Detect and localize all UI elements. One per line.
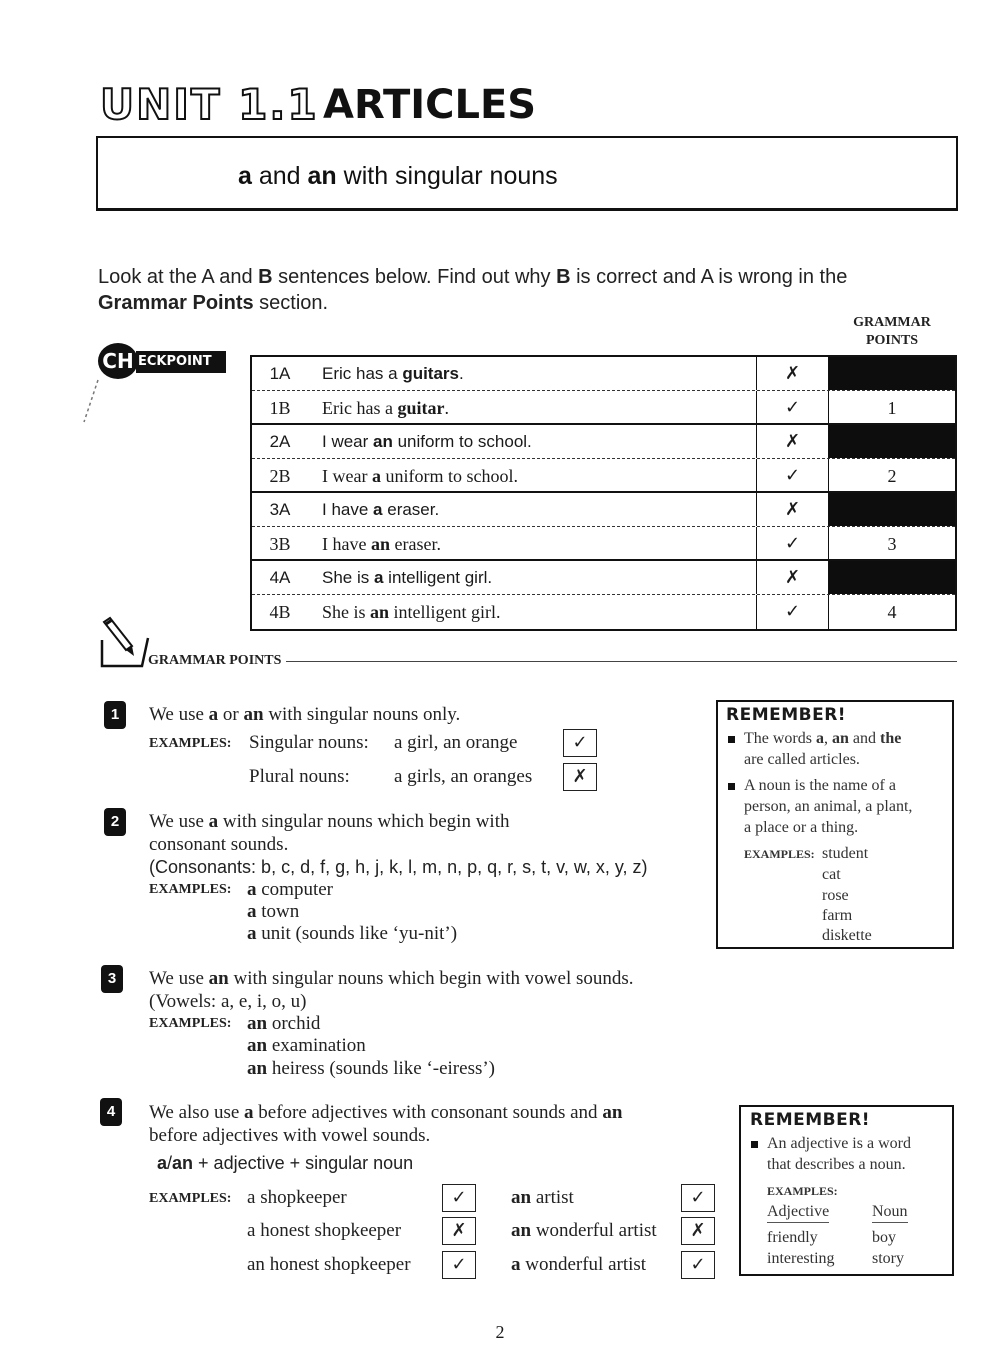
check-mark-icon: ✓ [756,459,828,491]
intro-bold-b: B [556,266,571,288]
example-item [247,922,457,945]
cross-mark-icon: ✗ [756,425,828,458]
sentence-bold: guitar [397,398,445,418]
example-noun: farm [822,907,853,924]
adjective-column-header: Adjective [767,1201,829,1223]
text-part: shopkeeper [255,1187,347,1208]
examples-label: EXAMPLES: [149,1191,232,1206]
intro-grammar-points: Grammar Points [98,292,254,314]
article: a [247,1187,256,1208]
row-code: 4B [269,602,291,622]
example-item [511,1253,646,1276]
examples-label: EXAMPLES: [149,1016,232,1031]
cross-mark-icon: ✗ [442,1217,476,1245]
table-row [252,561,955,595]
text-part: with singular nouns which begin with [218,811,510,832]
bold-a: a [247,879,257,900]
point-2-line1 [149,810,509,833]
table-row [252,527,955,561]
sentence-part: uniform to school. [392,432,532,451]
example-item [511,1219,657,1242]
text-part: before adjectives with consonant sounds and [253,1102,603,1123]
text-part: artist [531,1187,574,1208]
noun-column-header: Noun [872,1201,908,1223]
text-part: heiress (sounds like ‘-eiress’) [267,1058,496,1079]
text-part: We use [149,811,209,832]
grammar-point-cell [828,357,955,390]
point-3-line1 [149,967,634,990]
bold-an: an [247,1058,268,1079]
bold-a: a [247,923,257,944]
bold-an: an [243,704,264,725]
row-code: 3A [269,500,291,519]
sentence-part: eraser. [390,534,441,554]
example-item [247,878,333,901]
article: an [511,1220,532,1241]
text-part: We also use [149,1102,245,1123]
sentence-part: . [459,364,464,383]
example-item [247,1034,366,1057]
subtitle-rest: with singular nouns [336,162,558,190]
cross-mark-icon: ✗ [756,357,828,390]
example-item [511,1186,574,1209]
bold-an: an [247,1013,268,1034]
sentence-bold: guitars [402,364,459,383]
bold-a: a [157,1153,168,1173]
sentence-part: I have [322,534,371,554]
row-sentence [308,595,756,629]
checkpoint-badge-initials: CH [98,343,138,379]
point-4-line1 [149,1101,622,1124]
row-sentence [308,459,756,491]
point-3-vowels: (Vowels: a, e, i, o, u) [149,991,307,1012]
checkpoint-badge [98,343,226,379]
example-adjective: friendly [767,1229,818,1246]
cross-mark-icon: ✗ [756,493,828,526]
grammar-points-label: GRAMMAR POINTS [148,653,282,668]
text-part: , [823,730,832,747]
text-part: with singular nouns only. [263,704,461,725]
cross-mark-icon: ✗ [563,763,597,791]
table-row [252,493,955,527]
intro-part: is correct and A is wrong in the [570,266,848,288]
grammar-point-cell: 4 [828,595,955,629]
sentence-bold: a [373,500,383,519]
text-part: and [848,730,880,747]
cross-mark-icon: ✗ [756,561,828,594]
cross-mark-icon: ✗ [681,1217,715,1245]
sentence-part: eraser. [382,500,440,519]
row-code: 1A [269,364,291,383]
page-number: 2 [495,1322,505,1342]
table-row [252,357,955,391]
example-noun: diskette [822,927,872,944]
text-part: / [167,1153,173,1173]
text-part: wonderful artist [520,1254,647,1275]
magnifier-handle-icon [76,378,106,428]
intro-part: Look at the A and [98,266,259,288]
unit-title: ARTICLES [323,82,537,128]
sentence-part: She is [322,602,371,622]
grammar-point-cell: 3 [828,527,955,559]
remember-line: An adjective is a word [767,1135,911,1152]
sentence-bold: a [373,568,384,587]
sentence-part: uniform to school. [380,466,518,486]
point-2-consonants: (Consonants: b, c, d, f, g, h, j, k, l, m, n, p, q, r, s, t, v, w, x, y, z) [149,857,648,877]
examples-label: EXAMPLES: [744,847,815,861]
grammar-point-cell [828,493,955,526]
remember-line: are called articles. [744,751,860,768]
grammar-point-cell [828,425,955,458]
grammar-point-cell [828,561,955,594]
text-part: wonderful artist [531,1220,657,1241]
article: a [247,1220,256,1241]
sentence-part: I have [322,500,374,519]
point-number-2: 2 [104,808,126,836]
intro-part: sentences below. Find out why [272,266,557,288]
plural-nouns-label: Plural nouns: [249,766,350,787]
sentence-part: . [444,398,449,418]
point-2-line2: consonant sounds. [149,834,289,855]
grammar-points-rule [286,661,957,662]
text-part: computer [256,879,334,900]
checkpoint-badge-text: ECKPOINT [136,351,226,373]
text-part: orchid [267,1013,321,1034]
remember-line: a place or a thing. [744,819,859,836]
subtitle-and: and [251,162,308,190]
sentence-part: intelligent girl. [389,602,501,622]
examples-label: EXAMPLES: [149,736,232,751]
article: an [247,1254,265,1275]
sentence-bold: an [373,432,393,451]
sentence-bold: a [371,466,381,486]
row-code: 1B [269,398,291,418]
article: an [511,1187,532,1208]
example-noun: story [872,1250,904,1267]
example-item [247,1057,495,1080]
sentence-part: She is [322,568,374,587]
text-part: honest shopkeeper [255,1220,402,1241]
text-part: examination [267,1035,366,1056]
example-noun: cat [822,866,841,883]
checkpoint-table [250,355,957,631]
bold-the: the [880,730,902,747]
bold-a: a [208,704,219,725]
plural-nouns-value: a girls, an oranges [394,766,533,787]
pencil-note-icon [96,616,152,672]
text-part: with singular nouns which begin with vowel sounds. [228,968,634,989]
row-sentence [308,561,756,594]
text-part: + adjective + singular noun [193,1153,414,1173]
row-sentence [308,391,756,423]
subtitle-an: an [307,162,337,190]
subtitle-a: a [238,162,252,190]
check-mark-icon: ✓ [756,527,828,559]
gp-header-line2: POINTS [865,333,919,348]
point-number-4: 4 [100,1098,122,1126]
sentence-bold: an [370,534,390,554]
gp-header-line1: GRAMMAR [853,315,931,330]
sentence-part: I wear [322,432,374,451]
check-mark-icon: ✓ [756,595,828,629]
check-mark-icon: ✓ [681,1184,715,1212]
text-part: honest shopkeeper [264,1254,411,1275]
bold-a: a [815,730,824,747]
text-part: We use [149,968,209,989]
row-sentence [308,493,756,526]
sentence-part: Eric has a [322,364,403,383]
example-noun: student [822,845,869,862]
table-row [252,459,955,493]
text-part: The words [744,730,816,747]
example-noun: boy [872,1229,896,1246]
point-number-3: 3 [101,965,123,993]
article: a [511,1254,521,1275]
example-adjective: interesting [767,1250,835,1267]
singular-nouns-label: Singular nouns: [249,732,369,753]
subtitle [238,160,558,192]
table-row [252,595,955,629]
table-row [252,425,955,459]
check-mark-icon: ✓ [442,1251,476,1279]
example-noun: rose [822,887,849,904]
bold-a: a [244,1102,254,1123]
singular-nouns-value: a girl, an orange [394,732,518,753]
example-item [247,1253,411,1276]
text-part: or [218,704,244,725]
bold-an: an [602,1102,623,1123]
row-sentence [308,357,756,390]
point-4-formula [157,1152,413,1175]
point-number-1: 1 [104,701,126,729]
remember-line: person, an animal, a plant, [744,798,913,815]
sentence-part: Eric has a [322,398,398,418]
row-sentence [308,425,756,458]
intro-part: section. [253,292,329,314]
text-part: We use [149,704,209,725]
bold-an: an [831,730,849,747]
examples-label: EXAMPLES: [149,882,232,897]
bold-an: an [247,1035,268,1056]
bullet-icon [751,1141,758,1148]
unit-label: UNIT 1.1 [100,80,319,129]
point-1-text [149,703,460,726]
row-code: 2B [269,466,291,486]
row-sentence [308,527,756,559]
remember-title: REMEMBER! [726,705,847,725]
grammar-point-cell: 1 [828,391,955,423]
bold-an: an [208,968,229,989]
intro-bold-b: B [258,266,273,288]
check-mark-icon: ✓ [756,391,828,423]
text-part: town [256,901,300,922]
bold-a: a [208,811,219,832]
example-item [247,1186,347,1209]
example-item [247,1012,320,1035]
remember-line: A noun is the name of a [744,777,896,794]
row-code: 4A [269,568,291,587]
row-code: 3B [269,534,291,554]
bold-an: an [172,1153,194,1173]
remember-title: REMEMBER! [750,1110,871,1130]
grammar-point-cell: 2 [828,459,955,491]
bullet-icon [728,783,735,790]
intro-text [98,264,918,316]
example-item [247,900,299,923]
table-row [252,391,955,425]
check-mark-icon: ✓ [442,1184,476,1212]
example-item [247,1219,401,1242]
text-part: unit (sounds like ‘yu-nit’) [256,923,458,944]
bold-a: a [247,901,257,922]
row-code: 2A [269,432,291,451]
sentence-part: I wear [322,466,372,486]
grammar-points-column-header [832,314,952,350]
examples-label: EXAMPLES: [767,1184,838,1198]
sentence-part: intelligent girl. [383,568,493,587]
bullet-icon [728,736,735,743]
check-mark-icon: ✓ [563,729,597,757]
point-4-line2: before adjectives with vowel sounds. [149,1125,431,1146]
sentence-bold: an [370,602,390,622]
remember-line [744,728,901,749]
check-mark-icon: ✓ [681,1251,715,1279]
remember-line: that describes a noun. [767,1156,906,1173]
